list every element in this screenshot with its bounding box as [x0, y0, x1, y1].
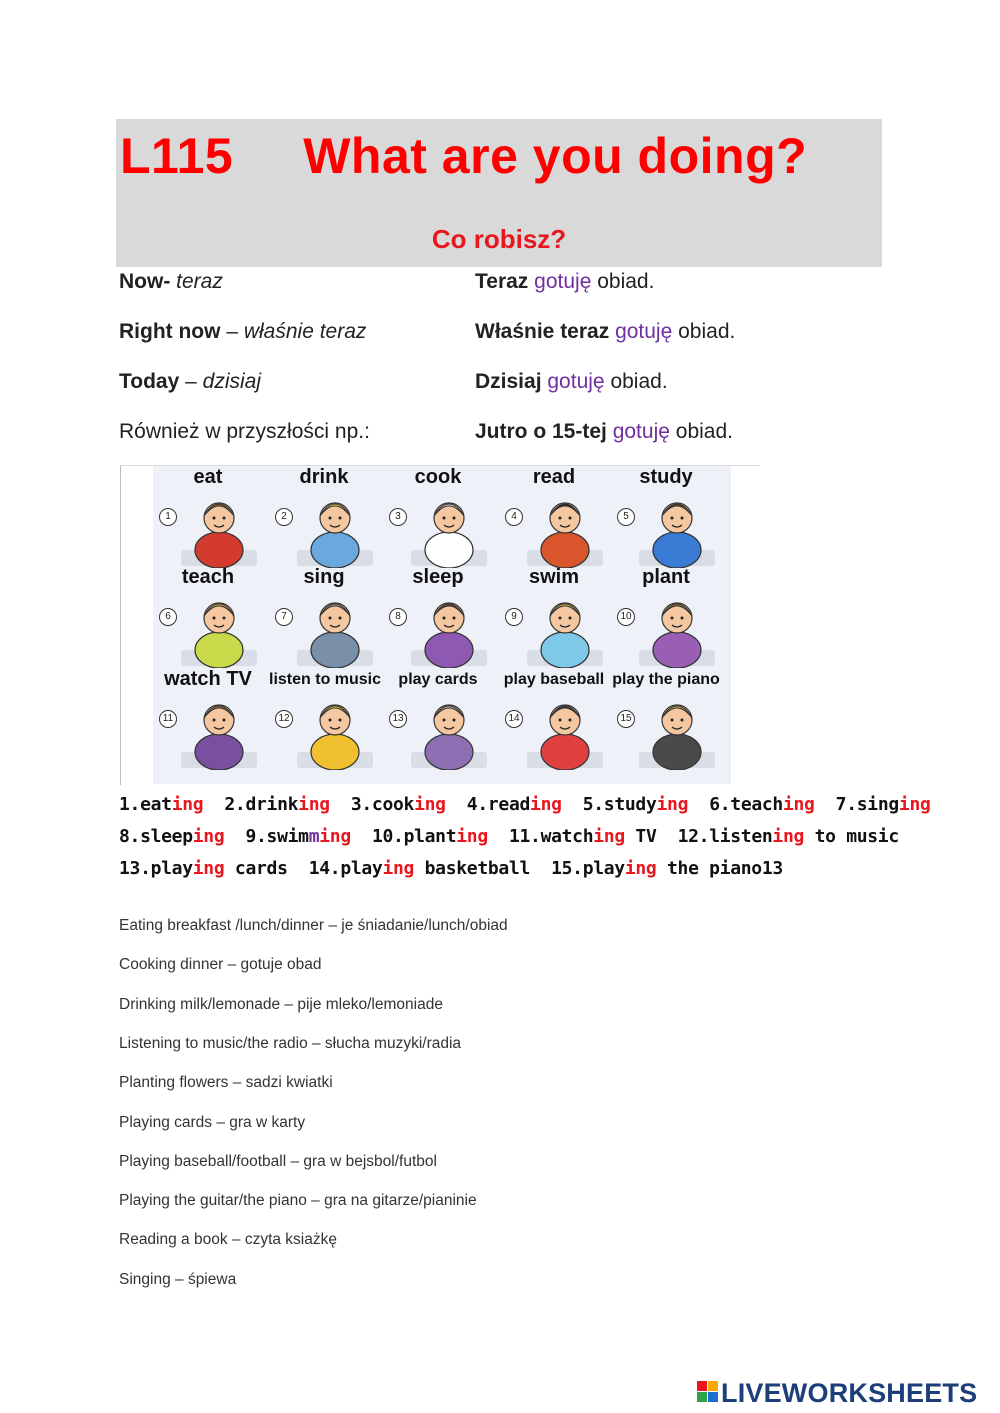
example-time-word: Dzisiaj [475, 370, 542, 393]
activity-picture-12 [269, 668, 382, 774]
verb-stem: 7.sing [835, 794, 899, 815]
activity-picture-6 [153, 566, 263, 672]
ing-form [551, 858, 783, 879]
ing-form [119, 826, 224, 847]
activity-number: 1 [159, 508, 177, 526]
example-sentence [475, 420, 733, 444]
ing-form [709, 794, 814, 815]
time-expression [119, 420, 370, 444]
chef-cooking-icon [409, 490, 489, 568]
activity-label: read [532, 466, 576, 488]
ing-ending: ing [782, 794, 815, 815]
activity-picture-4 [499, 466, 609, 572]
activity-number: 8 [389, 608, 407, 626]
ing-form [245, 826, 350, 847]
activity-number: 15 [617, 710, 635, 728]
ing-ending: ing [656, 794, 689, 815]
verb-stem: 8.sleep [119, 826, 193, 847]
activity-picture-5 [611, 466, 721, 572]
grandma-cards-icon [409, 692, 489, 770]
verb-stem: 9.swim [245, 826, 309, 847]
activity-number: 10 [617, 608, 635, 626]
ing-line [119, 826, 899, 847]
time-translation: dzisiaj [202, 370, 262, 393]
activity-label: swim [528, 566, 580, 588]
time-word: Now- [119, 270, 171, 293]
lesson-subtitle: Co robisz? [431, 224, 567, 254]
activity-number: 14 [505, 710, 523, 728]
teacher-blackboard-icon [179, 590, 259, 668]
verb-stem: 14.play [308, 858, 383, 879]
verb-stem: 4.read [466, 794, 531, 815]
verb-stem: 15.play [551, 858, 625, 879]
example-sentence [475, 370, 668, 394]
ing-form [509, 826, 657, 847]
ing-ending: ing [593, 826, 625, 847]
drinking-girl-icon [295, 490, 375, 568]
ing-ending: ing [530, 794, 562, 815]
verb-complement: basketball [414, 858, 530, 879]
example-time-word: Teraz [475, 270, 529, 293]
singer-microphone-icon [295, 590, 375, 668]
time-row [119, 320, 899, 350]
activity-label: play the piano [612, 671, 720, 688]
ing-form [467, 794, 562, 815]
ing-ending: ing [414, 794, 446, 815]
ing-ending: ing [298, 794, 330, 815]
activity-picture-1 [153, 466, 263, 572]
example-sentence [475, 320, 735, 344]
verb-stem: 6.teach [709, 794, 783, 815]
verb-complement: the piano13 [656, 858, 783, 879]
time-row [119, 420, 899, 450]
activity-number: 4 [505, 508, 523, 526]
liveworksheets-logo-text: LIVEWORKSHEETS [721, 1378, 978, 1408]
separator: – [220, 320, 244, 343]
ing-form [583, 794, 688, 815]
verb-stem: 13.play [119, 858, 193, 879]
ing-ending: ing [192, 858, 225, 879]
verb-stem: 2.drink [224, 794, 299, 815]
activity-label: teach [181, 566, 235, 588]
activity-label: study [639, 466, 693, 488]
doubled-letter: m [308, 826, 320, 847]
lesson-title [120, 127, 807, 185]
watching-tv-icon [179, 692, 259, 770]
lesson-question: What are you doing? [303, 128, 808, 184]
activity-number: 7 [275, 608, 293, 626]
verb-complement: to music [804, 826, 899, 847]
example-verb: gotuję [615, 320, 673, 343]
sleeping-child-icon [409, 590, 489, 668]
ing-ending: ing [772, 826, 805, 847]
ing-form [119, 858, 288, 879]
activities-picture-panel [120, 465, 760, 785]
gardening-woman-icon [637, 590, 717, 668]
activity-number: 13 [389, 710, 407, 728]
ing-ending: ing [192, 826, 225, 847]
activity-number: 5 [617, 508, 635, 526]
activity-number: 6 [159, 608, 177, 626]
vocabulary-phrase: Playing baseball/football – gra w bejsbol/futbol [119, 1152, 437, 1170]
activity-label: drink [299, 466, 349, 488]
verb-stem: 1.eat [119, 794, 172, 815]
lesson-code: L115 [120, 128, 234, 184]
example-object: obiad. [597, 270, 655, 293]
activity-label: play cards [398, 671, 478, 688]
vocabulary-phrase: Playing the guitar/the piano – gra na gitarze/pianinie [119, 1192, 477, 1210]
ing-ending: ing [382, 858, 415, 879]
piano-player-icon [637, 692, 717, 770]
vocabulary-phrase: Listening to music/the radio – słucha muzyki/radia [119, 1034, 462, 1052]
title-box [116, 119, 882, 267]
ing-line [119, 858, 783, 879]
time-word: Right now [119, 320, 221, 343]
time-translation: teraz [176, 270, 223, 293]
time-row [119, 270, 899, 300]
activity-number: 9 [505, 608, 523, 626]
ing-form [309, 858, 530, 879]
example-time-word: Właśnie teraz [475, 320, 610, 343]
verb-stem: 5.study [582, 794, 657, 815]
time-expression [119, 370, 261, 394]
activity-number: 2 [275, 508, 293, 526]
ing-form [372, 826, 488, 847]
example-verb: gotuję [534, 270, 592, 293]
activity-label: cook [414, 466, 462, 488]
vocabulary-phrase: Playing cards – gra w karty [119, 1113, 306, 1131]
activity-picture-13 [383, 668, 493, 774]
separator: – [179, 370, 203, 393]
example-time-word: Jutro o 15-tej [475, 420, 607, 443]
ing-form [351, 794, 446, 815]
radio-music-icon [295, 692, 375, 770]
activity-label: plant [642, 566, 690, 588]
activity-label: eat [193, 466, 223, 488]
time-translation: właśnie teraz [243, 320, 367, 343]
activity-picture-8 [383, 566, 493, 672]
activity-picture-7 [269, 566, 379, 672]
ing-form [836, 794, 931, 815]
activity-picture-9 [499, 566, 609, 672]
separator: Również w przyszłości np.: [119, 420, 370, 443]
vocabulary-phrase: Drinking milk/lemonade – pije mleko/lemoniade [119, 995, 443, 1013]
time-word: Today [119, 370, 180, 393]
verb-stem: 3.cook [350, 794, 415, 815]
activity-label: sleep [412, 566, 464, 588]
activity-label: play baseball [503, 671, 605, 688]
swimming-boy-icon [525, 590, 605, 668]
activity-picture-14 [499, 668, 609, 774]
ing-ending: ing [624, 858, 657, 879]
verb-stem: 12.listen [677, 826, 773, 847]
studying-boy-icon [637, 490, 717, 568]
example-object: obiad. [675, 420, 733, 443]
activity-label: watch TV [164, 668, 252, 690]
vocabulary-phrase: Singing – śpiewa [119, 1270, 237, 1288]
time-expression [119, 270, 223, 294]
liveworksheets-logo-icon [697, 1381, 719, 1403]
activity-picture-3 [383, 466, 493, 572]
verb-stem: 11.watch [508, 826, 594, 847]
baseball-player-icon [525, 692, 605, 770]
example-sentence [475, 270, 654, 294]
eating-man-icon [179, 490, 259, 568]
activity-number: 3 [389, 508, 407, 526]
verb-complement: cards [224, 858, 288, 879]
activity-picture-11 [153, 668, 263, 774]
ing-ending: ing [456, 826, 488, 847]
example-verb: gotuję [612, 420, 670, 443]
reading-woman-icon [525, 490, 605, 568]
activity-number: 11 [159, 710, 177, 728]
vocabulary-phrase: Planting flowers – sadzi kwiatki [119, 1074, 333, 1092]
activity-label: listen to music [269, 671, 382, 688]
activity-label: sing [303, 566, 345, 588]
example-object: obiad. [610, 370, 668, 393]
time-row [119, 370, 899, 400]
time-expression [119, 320, 366, 344]
vocabulary-phrase: Reading a book – czyta ksiażkę [119, 1231, 337, 1249]
activity-number: 12 [275, 710, 293, 728]
example-verb: gotuję [547, 370, 605, 393]
ing-form [224, 794, 329, 815]
ing-line [119, 794, 931, 815]
ing-form [678, 826, 899, 847]
example-object: obiad. [678, 320, 736, 343]
vocabulary-phrase: Eating breakfast /lunch/dinner – je śniadanie/lunch/obiad [119, 917, 508, 934]
activity-picture-10 [611, 566, 721, 672]
ing-form [119, 794, 203, 815]
activity-picture-2 [269, 466, 379, 572]
verb-complement: TV [624, 826, 657, 847]
verb-stem: 10.plant [371, 826, 457, 847]
activity-picture-15 [611, 668, 721, 774]
ing-ending: ing [319, 826, 351, 847]
ing-ending: ing [898, 794, 931, 815]
vocabulary-phrase: Cooking dinner – gotuje obad [119, 956, 322, 974]
ing-ending: ing [171, 794, 204, 815]
